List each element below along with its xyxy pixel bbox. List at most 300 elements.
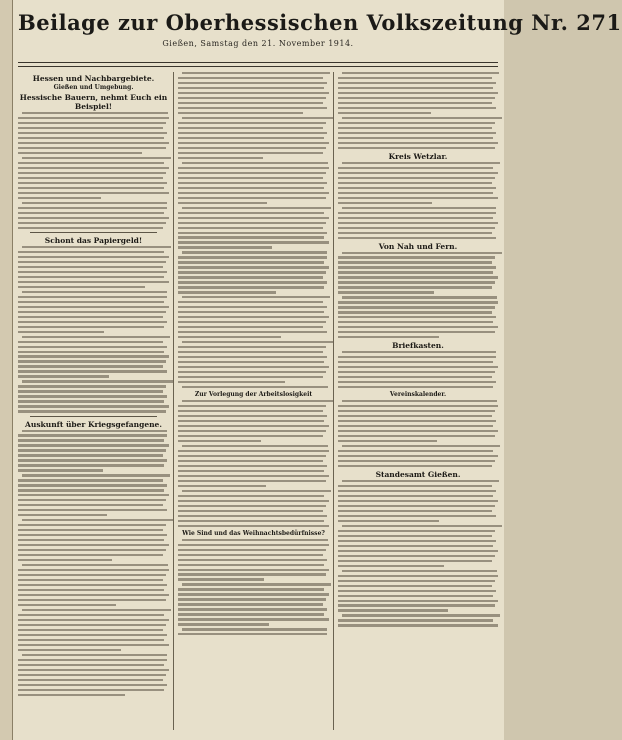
article-body xyxy=(178,72,329,388)
article-title: Standesamt Gießen. xyxy=(375,469,461,479)
text-line xyxy=(18,534,167,536)
text-line xyxy=(18,301,164,303)
text-line xyxy=(18,524,166,526)
text-line xyxy=(338,495,493,497)
article-body xyxy=(18,246,169,413)
text-line xyxy=(338,565,444,567)
text-line xyxy=(338,590,496,592)
text-line xyxy=(338,430,498,432)
text-line xyxy=(178,217,329,219)
text-line xyxy=(18,256,169,258)
text-line xyxy=(338,167,493,169)
text-line xyxy=(338,425,493,427)
text-line xyxy=(18,341,163,343)
text-line xyxy=(338,271,493,273)
text-line xyxy=(18,251,164,253)
text-line xyxy=(338,192,493,194)
text-line xyxy=(178,291,276,293)
text-line xyxy=(178,603,323,605)
text-line xyxy=(18,499,166,501)
text-line xyxy=(22,291,167,293)
text-line xyxy=(338,311,492,313)
text-line xyxy=(338,286,492,288)
text-line xyxy=(338,331,495,333)
text-line xyxy=(18,207,167,209)
text-line xyxy=(338,232,492,234)
text-line xyxy=(178,500,329,502)
text-line xyxy=(178,82,327,84)
text-line xyxy=(182,628,327,630)
text-line xyxy=(18,122,166,124)
text-line xyxy=(18,271,167,273)
text-line xyxy=(182,341,333,343)
text-line xyxy=(338,585,492,587)
text-line xyxy=(338,301,498,303)
text-line xyxy=(338,122,495,124)
text-line xyxy=(338,197,498,199)
text-line xyxy=(18,504,163,506)
text-line xyxy=(18,132,167,134)
text-line xyxy=(18,152,142,154)
text-line xyxy=(338,266,496,268)
text-line xyxy=(342,570,497,572)
text-line xyxy=(18,395,167,397)
text-line xyxy=(338,112,431,114)
text-line xyxy=(338,187,496,189)
text-line xyxy=(178,331,327,333)
column-divider xyxy=(333,72,334,730)
text-line xyxy=(182,207,331,209)
text-line xyxy=(178,301,323,303)
text-line xyxy=(178,569,329,571)
text-line xyxy=(178,470,324,472)
text-line xyxy=(338,102,492,104)
text-line xyxy=(178,356,327,358)
text-line xyxy=(338,361,493,363)
text-line xyxy=(22,157,171,159)
text-line xyxy=(178,97,326,99)
text-line xyxy=(18,355,169,357)
article-body xyxy=(338,162,498,239)
text-line xyxy=(18,659,167,661)
text-line xyxy=(178,152,323,154)
text-line xyxy=(18,549,166,551)
article-title: Auskunft über Kriegsgefangene. xyxy=(25,419,162,429)
text-line xyxy=(178,505,326,507)
text-line xyxy=(338,92,498,94)
article-body xyxy=(338,72,498,149)
article-body xyxy=(178,539,329,636)
text-line xyxy=(22,654,167,656)
text-line xyxy=(18,484,167,486)
text-line xyxy=(18,554,163,556)
text-line xyxy=(178,92,329,94)
text-line xyxy=(18,375,109,377)
text-line xyxy=(18,629,163,631)
text-line xyxy=(338,440,437,442)
text-line xyxy=(178,246,272,248)
text-line xyxy=(178,127,323,129)
text-line xyxy=(338,261,492,263)
text-line xyxy=(338,381,496,383)
text-line xyxy=(178,425,329,427)
text-line xyxy=(182,445,328,447)
text-line xyxy=(178,266,329,268)
text-line xyxy=(18,331,104,333)
text-line xyxy=(178,430,326,432)
text-line xyxy=(178,187,324,189)
text-line xyxy=(178,578,264,580)
text-line xyxy=(342,400,497,402)
text-line xyxy=(338,465,492,467)
text-line xyxy=(18,439,164,441)
text-line xyxy=(18,594,169,596)
text-line xyxy=(18,614,164,616)
text-line xyxy=(18,459,167,461)
text-line xyxy=(338,107,496,109)
text-line xyxy=(338,575,498,577)
text-line xyxy=(18,182,167,184)
text-line xyxy=(178,276,323,278)
text-line xyxy=(182,539,328,541)
text-line xyxy=(338,545,493,547)
text-line xyxy=(338,212,496,214)
text-line xyxy=(18,142,169,144)
text-line xyxy=(338,237,496,239)
text-line xyxy=(18,351,164,353)
text-line xyxy=(18,544,169,546)
text-line xyxy=(178,112,303,114)
text-line xyxy=(22,112,168,114)
text-line xyxy=(338,142,498,144)
text-line xyxy=(338,535,492,537)
text-line xyxy=(18,579,163,581)
text-line xyxy=(178,554,323,556)
text-line xyxy=(18,574,166,576)
text-line xyxy=(338,336,439,338)
text-line xyxy=(182,117,333,119)
text-line xyxy=(338,609,448,611)
text-line xyxy=(18,619,169,621)
text-line xyxy=(18,390,163,392)
text-line xyxy=(338,510,492,512)
text-line xyxy=(178,192,329,194)
text-line xyxy=(338,366,498,368)
text-line xyxy=(22,609,171,611)
text-line xyxy=(342,525,502,527)
text-line xyxy=(178,102,323,104)
masthead-rule-top xyxy=(18,62,498,63)
text-line xyxy=(18,559,112,561)
text-line xyxy=(18,296,167,298)
text-line xyxy=(338,281,495,283)
text-line xyxy=(178,87,324,89)
text-line xyxy=(338,485,492,487)
text-line xyxy=(18,674,166,676)
text-line xyxy=(18,227,163,229)
masthead-rule-bottom xyxy=(18,66,498,67)
text-line xyxy=(18,604,116,606)
text-line xyxy=(338,177,495,179)
text-line xyxy=(178,515,327,517)
text-line xyxy=(338,82,496,84)
column-3 xyxy=(338,72,498,730)
text-line xyxy=(18,316,163,318)
article-body xyxy=(338,400,498,467)
article-body xyxy=(338,252,498,339)
text-line xyxy=(178,142,329,144)
text-line xyxy=(178,593,329,595)
text-line xyxy=(22,336,170,338)
text-line xyxy=(338,276,498,278)
text-line xyxy=(178,415,327,417)
text-line xyxy=(18,599,166,601)
text-line xyxy=(338,500,498,502)
text-line xyxy=(18,172,166,174)
text-line xyxy=(18,694,125,696)
text-line xyxy=(178,450,329,452)
text-line xyxy=(342,117,502,119)
text-line xyxy=(338,227,495,229)
text-line xyxy=(18,127,163,129)
text-line xyxy=(338,520,439,522)
article-title: Briefkasten. xyxy=(392,341,444,351)
text-line xyxy=(18,266,163,268)
text-line xyxy=(178,608,327,610)
text-line xyxy=(338,321,493,323)
text-line xyxy=(342,445,500,447)
text-line xyxy=(18,494,169,496)
text-line xyxy=(18,664,164,666)
article-title: Zur Vorlegung der Arbeitslosigkeit xyxy=(194,391,313,398)
text-line xyxy=(178,326,323,328)
text-line xyxy=(338,371,495,373)
text-line xyxy=(22,430,167,432)
text-line xyxy=(182,162,328,164)
text-line xyxy=(178,465,327,467)
text-line xyxy=(18,489,164,491)
article-body xyxy=(338,351,498,388)
text-line xyxy=(18,306,169,308)
text-line xyxy=(18,197,101,199)
text-line xyxy=(338,560,492,562)
text-line xyxy=(338,356,496,358)
dateline: Gießen, Samstag den 21. November 1914. xyxy=(162,39,354,48)
text-line xyxy=(338,619,493,621)
text-line xyxy=(22,202,167,204)
text-line xyxy=(18,669,169,671)
text-line xyxy=(338,376,492,378)
text-line xyxy=(338,172,498,174)
text-line xyxy=(18,187,164,189)
text-line xyxy=(22,246,171,248)
text-line xyxy=(338,505,495,507)
text-line xyxy=(18,192,169,194)
text-line xyxy=(18,410,166,412)
text-line xyxy=(18,434,167,436)
text-line xyxy=(338,97,495,99)
text-line xyxy=(182,296,330,298)
text-line xyxy=(178,420,324,422)
text-line xyxy=(18,689,164,691)
text-line xyxy=(338,132,496,134)
text-line xyxy=(18,405,169,407)
text-line xyxy=(338,217,493,219)
text-line xyxy=(178,475,329,477)
text-line xyxy=(178,351,323,353)
text-line xyxy=(18,217,169,219)
text-line xyxy=(338,450,493,452)
text-line xyxy=(18,400,164,402)
text-line xyxy=(18,624,166,626)
text-line xyxy=(178,137,324,139)
text-line xyxy=(22,564,168,566)
text-line xyxy=(178,613,324,615)
text-line xyxy=(18,311,166,313)
text-line xyxy=(178,410,323,412)
article-title: Schont das Papiergeld! xyxy=(44,235,143,245)
text-line xyxy=(342,162,500,164)
text-line xyxy=(18,464,164,466)
text-line xyxy=(18,684,167,686)
text-line xyxy=(18,137,164,139)
text-line xyxy=(178,435,323,437)
text-line xyxy=(178,107,327,109)
text-line xyxy=(338,182,492,184)
text-line xyxy=(178,485,266,487)
text-line xyxy=(178,167,329,169)
text-line xyxy=(338,410,495,412)
text-line xyxy=(182,490,331,492)
text-line xyxy=(18,584,167,586)
text-line xyxy=(178,256,327,258)
text-line xyxy=(342,296,497,298)
text-line xyxy=(182,251,327,253)
text-line xyxy=(18,649,121,651)
text-line xyxy=(338,555,495,557)
text-line xyxy=(342,614,500,616)
text-line xyxy=(18,117,169,119)
text-line xyxy=(178,197,326,199)
text-line xyxy=(178,495,324,497)
text-line xyxy=(18,360,166,362)
text-line xyxy=(338,490,496,492)
text-line xyxy=(178,286,324,288)
text-line xyxy=(178,122,326,124)
text-line xyxy=(338,77,492,79)
text-line xyxy=(18,365,163,367)
text-line xyxy=(338,405,498,407)
binding-gutter xyxy=(0,0,13,740)
text-line xyxy=(338,580,495,582)
text-line xyxy=(18,321,167,323)
text-line xyxy=(178,157,263,159)
text-line xyxy=(18,514,107,516)
text-line xyxy=(178,460,323,462)
text-line xyxy=(178,177,323,179)
text-line xyxy=(18,539,164,541)
text-line xyxy=(18,276,164,278)
article-body xyxy=(18,112,169,229)
text-line xyxy=(178,598,326,600)
text-line xyxy=(18,370,167,372)
text-line xyxy=(18,177,163,179)
newspaper-title: Beilage zur Oberhessischen Volkszeitung Nr. 271 xyxy=(18,10,622,35)
text-line xyxy=(18,529,163,531)
text-line xyxy=(178,376,323,378)
text-line xyxy=(178,371,326,373)
text-line xyxy=(18,634,167,636)
text-line xyxy=(178,281,327,283)
article-title: Von Nah und Fern. xyxy=(378,241,458,251)
text-line xyxy=(338,540,496,542)
article-title: Kreis Wetzlar. xyxy=(388,151,448,161)
text-line xyxy=(178,525,329,527)
text-line xyxy=(338,127,492,129)
text-line xyxy=(338,420,496,422)
text-line xyxy=(18,281,169,283)
text-line xyxy=(178,321,326,323)
text-line xyxy=(338,256,495,258)
text-line xyxy=(178,564,324,566)
text-line xyxy=(18,261,166,263)
article-body xyxy=(338,480,498,627)
text-line xyxy=(18,569,169,571)
text-line xyxy=(178,588,324,590)
text-line xyxy=(22,519,173,521)
article-title: Vereinskalender. xyxy=(389,391,447,399)
text-line xyxy=(178,455,326,457)
text-line xyxy=(18,162,164,164)
text-line xyxy=(338,460,495,462)
text-line xyxy=(18,444,169,446)
text-line xyxy=(18,286,145,288)
text-line xyxy=(338,600,498,602)
text-line xyxy=(22,474,170,476)
text-line xyxy=(178,311,324,313)
text-line xyxy=(18,346,167,348)
text-line xyxy=(338,386,493,388)
text-line xyxy=(178,222,326,224)
text-line xyxy=(338,306,495,308)
article-title: Hessische Bauern, nehmt Euch ein Beispiel! xyxy=(19,93,168,111)
text-line xyxy=(178,559,327,561)
text-line xyxy=(178,172,326,174)
text-line xyxy=(338,604,495,606)
text-line xyxy=(178,147,326,149)
text-line xyxy=(338,415,492,417)
text-line xyxy=(178,633,327,635)
text-line xyxy=(18,679,163,681)
text-line xyxy=(178,544,329,546)
text-line xyxy=(178,520,324,522)
text-line xyxy=(18,589,164,591)
text-line xyxy=(338,530,495,532)
text-line xyxy=(178,510,323,512)
text-line xyxy=(178,480,326,482)
text-line xyxy=(18,222,166,224)
column-1 xyxy=(18,72,169,730)
text-line xyxy=(18,212,164,214)
divider xyxy=(30,232,157,233)
text-line xyxy=(178,361,324,363)
text-line xyxy=(338,624,498,626)
text-line xyxy=(178,271,326,273)
text-line xyxy=(178,440,261,442)
text-line xyxy=(178,346,326,348)
text-line xyxy=(182,400,333,402)
text-line xyxy=(178,232,327,234)
